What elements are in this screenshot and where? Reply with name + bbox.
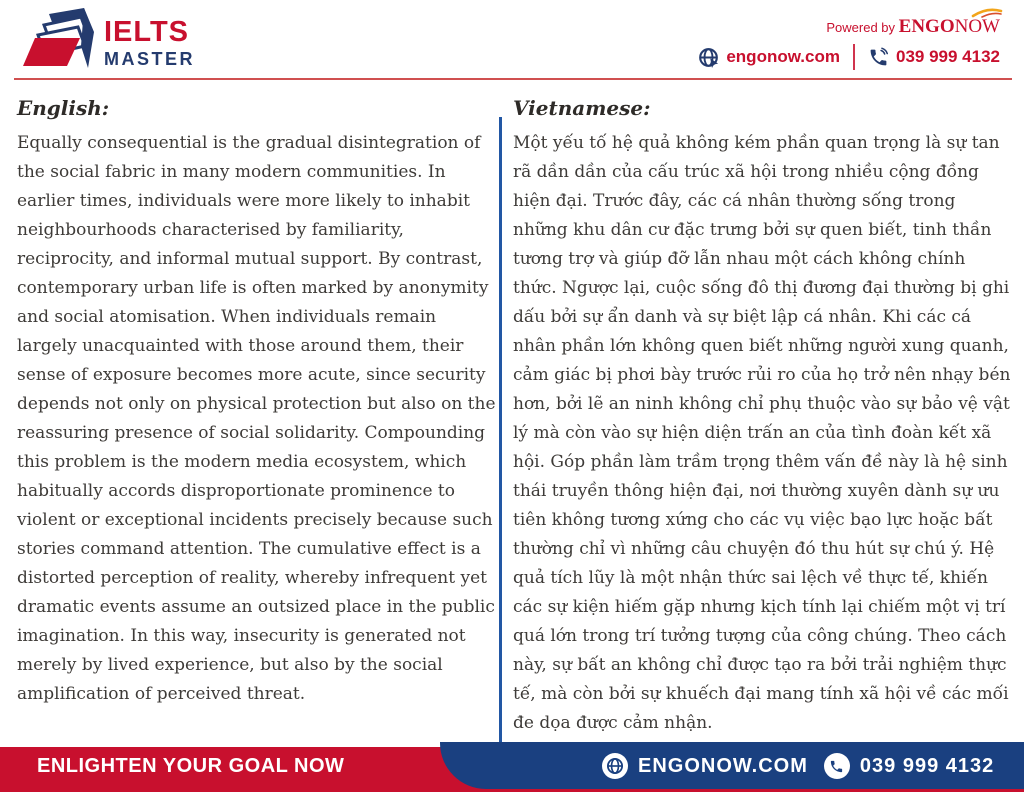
english-paragraph: Equally consequential is the gradual disintegration of the social fabric in many modern communities. In earlier times, individuals were more likely to inhabit neighbourhoods characterised by familiarity, reciprocity, and informal mutual support. By contrast, contemporary urban life is often marked by anonymity and social atomisation. When individuals remain largely unacquainted with those around them, their sense of exposure becomes more acute, since security depends not only on physical protection but also on the reassuring presence of social solidarity. Compounding this problem is the modern media ecosystem, which habitually accords disproportionate prominence to violent or exceptional incidents precisely because such stories command attention. The cumulative effect is a distorted perception of reality, whereby infrequent yet dramatic events assume an outsized place in the public imagination. In this way, insecurity is generated not merely by lived experience, but also by the social amplification of perceived threat. bbox=[17, 133, 496, 704]
stacked-books-icon bbox=[22, 6, 100, 72]
header-website-text: engonow.com bbox=[726, 47, 840, 66]
header-contact-row bbox=[698, 44, 1000, 70]
ielts-master-logo bbox=[22, 6, 195, 72]
english-heading: English: bbox=[17, 96, 110, 120]
footer-phone-text: 039 999 4132 bbox=[859, 754, 995, 777]
powered-by-badge bbox=[826, 16, 1000, 38]
footer-website-link[interactable] bbox=[602, 753, 808, 779]
logo-ielts-text: IELTS bbox=[104, 16, 190, 48]
powered-by-label: Powered by bbox=[826, 20, 899, 35]
footer-globe-icon bbox=[602, 753, 628, 779]
brand-engo: ENGO bbox=[898, 16, 955, 37]
header-phone-text: 039 999 4132 bbox=[896, 47, 1000, 66]
page-header bbox=[0, 0, 1024, 80]
header-divider-line bbox=[14, 78, 1012, 80]
vietnamese-heading: Vietnamese: bbox=[513, 96, 651, 120]
footer-contact-row bbox=[602, 753, 994, 779]
brand-now: NOW bbox=[954, 16, 1000, 37]
vietnamese-paragraph: Một yếu tố hệ quả không kém phần quan trọng là sự tan rã dần dần của cấu trúc xã hội trong nhiều cộng đồng hiện đại. Trước đây, các cá nhân thường sống trong những khu dân cư đặc trưng bởi sự quen biết, tinh thần tương trợ và giúp đỡ lẫn nhau một cách không chính thức. Ngược lại, cuộc sống đô thị đương đại thường bị ghi dấu bởi sự ẩn danh và sự biệt lập cá nhân. Khi các cá nhân phần lớn không quen biết những người xung quanh, cảm giác bị phơi bày trước rủi ro của họ trở nên nhạy bén hơn, bởi lẽ an ninh không chỉ phụ thuộc vào sự bảo vệ vật lý mà còn vào sự hiện diện trấn an của tình đoàn kết xã hội. Góp phần làm trầm trọng thêm vấn đề này là hệ sinh thái truyền thông hiện đại, nơi thường xuyên dành sự ưu tiên không tương xứng cho các vụ việc bạo lực hoặc bất thường chỉ vì những câu chuyện đó thu hút sự chú ý. Hệ quả tích lũy là một nhận thức sai lệch về thực tế, khiến các sự kiện hiếm gặp nhưng kịch tính lại chiếm một vị trí quá lớn trong trí tưởng tượng của công chúng. Theo cách này, sự bất an không chỉ được tạo ra bởi trải nghiệm thực tế, mà còn bởi sự khuếch đại mang tính xã hội về các mối đe dọa được cảm nhận. bbox=[513, 133, 1011, 733]
column-divider bbox=[499, 117, 502, 748]
phone-icon bbox=[868, 47, 889, 68]
swoosh-icon bbox=[970, 5, 1004, 18]
footer-website-text: ENGONOW.COM bbox=[638, 754, 808, 777]
contact-divider bbox=[853, 44, 855, 70]
vietnamese-column bbox=[513, 96, 1014, 738]
footer-phone-link[interactable] bbox=[824, 753, 994, 779]
footer-slogan: ENLIGHTEN YOUR GOAL NOW bbox=[37, 755, 345, 777]
english-column bbox=[17, 96, 500, 709]
header-phone-link[interactable] bbox=[868, 47, 1000, 68]
globe-icon bbox=[698, 47, 719, 68]
logo-master-text: MASTER bbox=[104, 49, 195, 69]
footer-phone-icon bbox=[824, 753, 850, 779]
header-website-link[interactable] bbox=[698, 47, 840, 68]
